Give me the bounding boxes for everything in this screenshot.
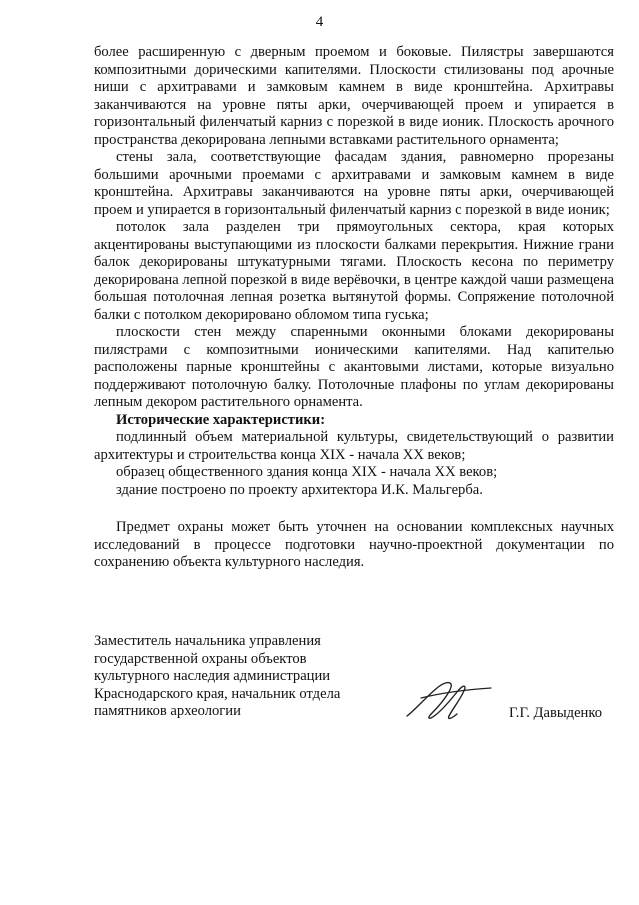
section-spacer (94, 499, 614, 519)
page-number: 4 (315, 14, 324, 30)
paragraph-ceiling: потолок зала разделен три прямоугольных сектора, края которых акцентированы выступающими из плоскости балками перекрытия. Нижние грани балок декорированы штукатурными тягами. Плоскость кесона по периметру декорирована лепной порезкой в виде верёвочки, в центре каждой чаши размещена большая потолочная лепная розетка вытянутой формы. Сопряжение потолочной балки с потолком декорировано обломом типа гуська; (94, 219, 614, 323)
paragraph-wall-planes: плоскости стен между спаренными оконными блоками декорированы пилястрами с композитными ионическими капителями. Над капителью расположены парные кронштейны с акантовыми листами, которые визуально поддерживают потолочную балку. Потолочные плафоны по углам декорированы лепным декором растительного орнамента. (94, 324, 614, 410)
position-line: памятников археологии (94, 703, 241, 719)
position-line: Краснодарского края, начальник отдела (94, 685, 341, 702)
position-line: государственной охраны объектов (94, 650, 307, 667)
document-body (94, 44, 614, 572)
paragraph-hall-walls: стены зала, соответствующие фасадам здания, равномерно прорезаны большими арочными проемами с архитравами и замковым камнем в виде кронштейна. Архитравы заканчиваются на уровне пяты арки, очерчивающей проем и упирается в горизонтальный филенчатый карниз с порезкой в виде ионик; (94, 149, 614, 218)
handwritten-signature (403, 676, 495, 724)
signer-name: Г.Г. Давыденко (509, 705, 603, 721)
position-line: культурного наследия администрации (94, 668, 331, 684)
position-line: Заместитель начальника управления (94, 633, 321, 649)
paragraph-facades: более расширенную с дверным проемом и боковые. Пилястры завершаются композитными дорическими капителями. Плоскости стилизованы под арочные ниши с архитравами и замковым камнем в виде кронштейна. Архитравы заканчиваются на уровне пяты арки, очерчивающей проем и упирается в горизонтальный филенчатый карниз с порезкой в виде ионик. Плоскость арочного пространства декорирована лепными вставками растительного орнамента; (94, 44, 614, 148)
historical-item: образец общественного здания конца XIX - начала XX веков; (116, 464, 498, 480)
historical-item: подлинный объем материальной культуры, свидетельствующий о развитии архитектуры и строительства конца XIX - начала XX веков; (94, 429, 614, 463)
historical-heading: Исторические характеристики: (116, 411, 326, 428)
protection-note: Предмет охраны может быть уточнен на основании комплексных научных исследований в процессе подготовки научно-проектной документации по сохранению объекта культурного наследия. (94, 519, 614, 570)
historical-item: здание построено по проекту архитектора И.К. Мальгерба. (116, 481, 483, 498)
